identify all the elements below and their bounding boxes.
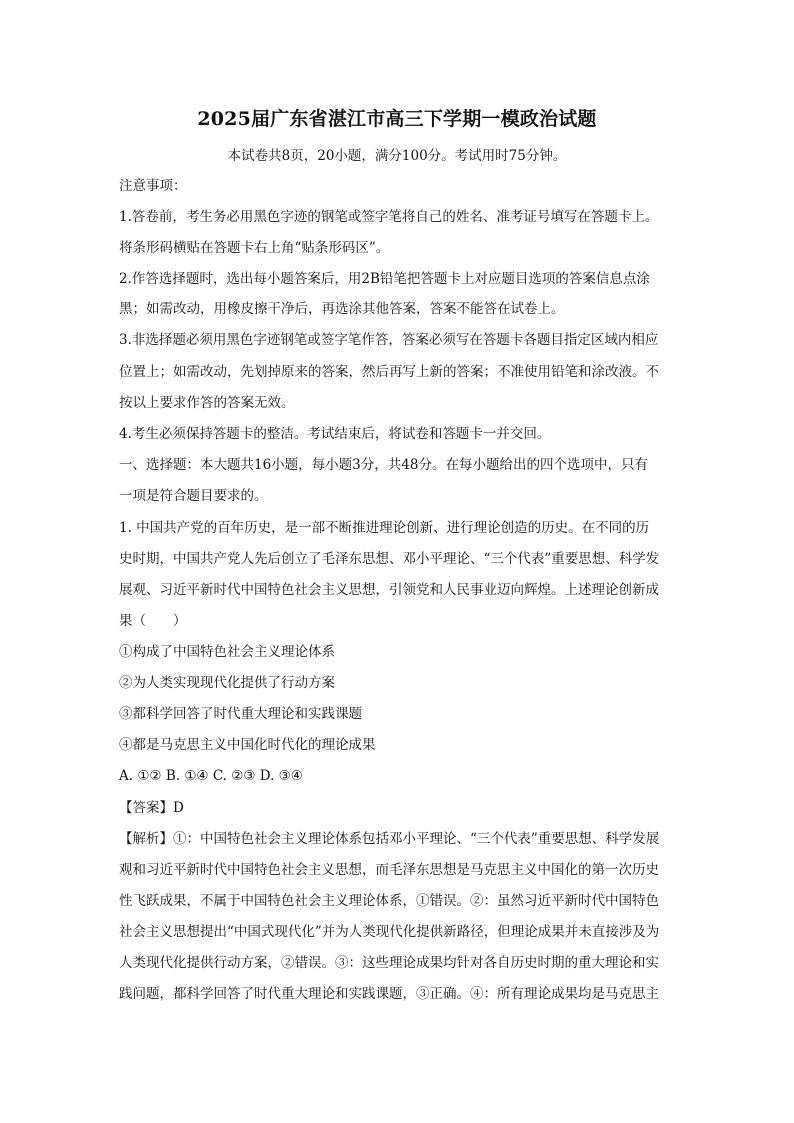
question-1-stem-cont2: 展观、习近平新时代中国特色社会主义思想，引领党和人民事业迈向辉煌。上述理论创新成 xyxy=(119,582,659,598)
question-1-stem-cont: 史时期，中国共产党人先后创立了毛泽东思想、邓小平理论、“三个代表”重要思想、科学发 xyxy=(119,551,660,567)
answer-options: A. ①② B. ①④ C. ②③ D. ③④ xyxy=(119,768,303,784)
analysis-line-3: 性飞跃成果，不属于中国特色社会主义理论体系，①错误。②：虽然习近平新时代中国特色 xyxy=(119,893,659,909)
section-heading-cont: 一项是符合题目要求的。 xyxy=(119,488,268,504)
analysis-line-5: 人类现代化提供行动方案，②错误。③：这些理论成果均针对各自历史时期的重大理论和实 xyxy=(119,955,659,971)
statement-4: ④都是马克思主义中国化时代化的理论成果 xyxy=(119,737,376,753)
analysis-line-4: 社会主义思想提出“中国式现代化”并为人类现代化提供新路径，但理论成果并未直接涉及为 xyxy=(119,924,660,940)
statement-2: ②为人类实现现代化提供了行动方案 xyxy=(119,675,335,691)
notice-heading: 注意事项： xyxy=(119,178,187,194)
analysis-line-2: 观和习近平新时代中国特色社会主义思想，而毛泽东思想是马克思主义中国化的第一次历史 xyxy=(119,862,659,878)
notice-item-3-cont: 位置上；如需改动，先划掉原来的答案，然后再写上新的答案；不准使用铅笔和涂改液。不 xyxy=(119,364,659,380)
exam-info: 本试卷共8页，20小题，满分100分。考试用时75分钟。 xyxy=(227,148,567,164)
question-1-stem-end: 果（ ） xyxy=(119,613,187,629)
notice-item-1: 1.答卷前，考生务必用黑色字迹的钢笔或签字笔将自己的姓名、准考证号填写在答题卡上。 xyxy=(119,209,659,225)
notice-item-3: 3.非选择题必须用黑色字迹钢笔或签字笔作答，答案必须写在答题卡各题目指定区域内相应 xyxy=(119,332,659,348)
notice-item-2-cont: 黑；如需改动，用橡皮擦干净后，再选涂其他答案，答案不能答在试卷上。 xyxy=(119,301,565,317)
answer-line: 【答案】D xyxy=(119,800,184,816)
notice-item-4: 4.考生必须保持答题卡的整洁。考试结束后，将试卷和答题卡一并交回。 xyxy=(119,426,551,442)
statement-1: ①构成了中国特色社会主义理论体系 xyxy=(119,644,335,660)
document-title: 2025届广东省湛江市高三下学期一模政治试题 xyxy=(197,108,597,130)
question-1-stem: 1. 中国共产党的百年历史，是一部不断推进理论创新、进行理论创造的历史。在不同的历 xyxy=(119,520,650,536)
analysis-line-1: 【解析】①：中国特色社会主义理论体系包括邓小平理论、“三个代表”重要思想、科学发展 xyxy=(119,831,660,847)
section-heading: 一、选择题：本大题共16小题，每小题3分，共48分。在每小题给出的四个选项中，只有 xyxy=(119,457,648,473)
analysis-line-6: 践问题，都科学回答了时代重大理论和实践课题，③正确。④：所有理论成果均是马克思主 xyxy=(119,986,659,1002)
notice-item-3-cont2: 按以上要求作答的答案无效。 xyxy=(119,395,295,411)
notice-item-1-cont: 将条形码横贴在答题卡右上角“贴条形码区”。 xyxy=(119,240,390,256)
statement-3: ③都科学回答了时代重大理论和实践课题 xyxy=(119,706,362,722)
notice-item-2: 2.作答选择题时，选出每小题答案后，用2B铅笔把答题卡上对应题目选项的答案信息点涂 xyxy=(119,271,650,287)
